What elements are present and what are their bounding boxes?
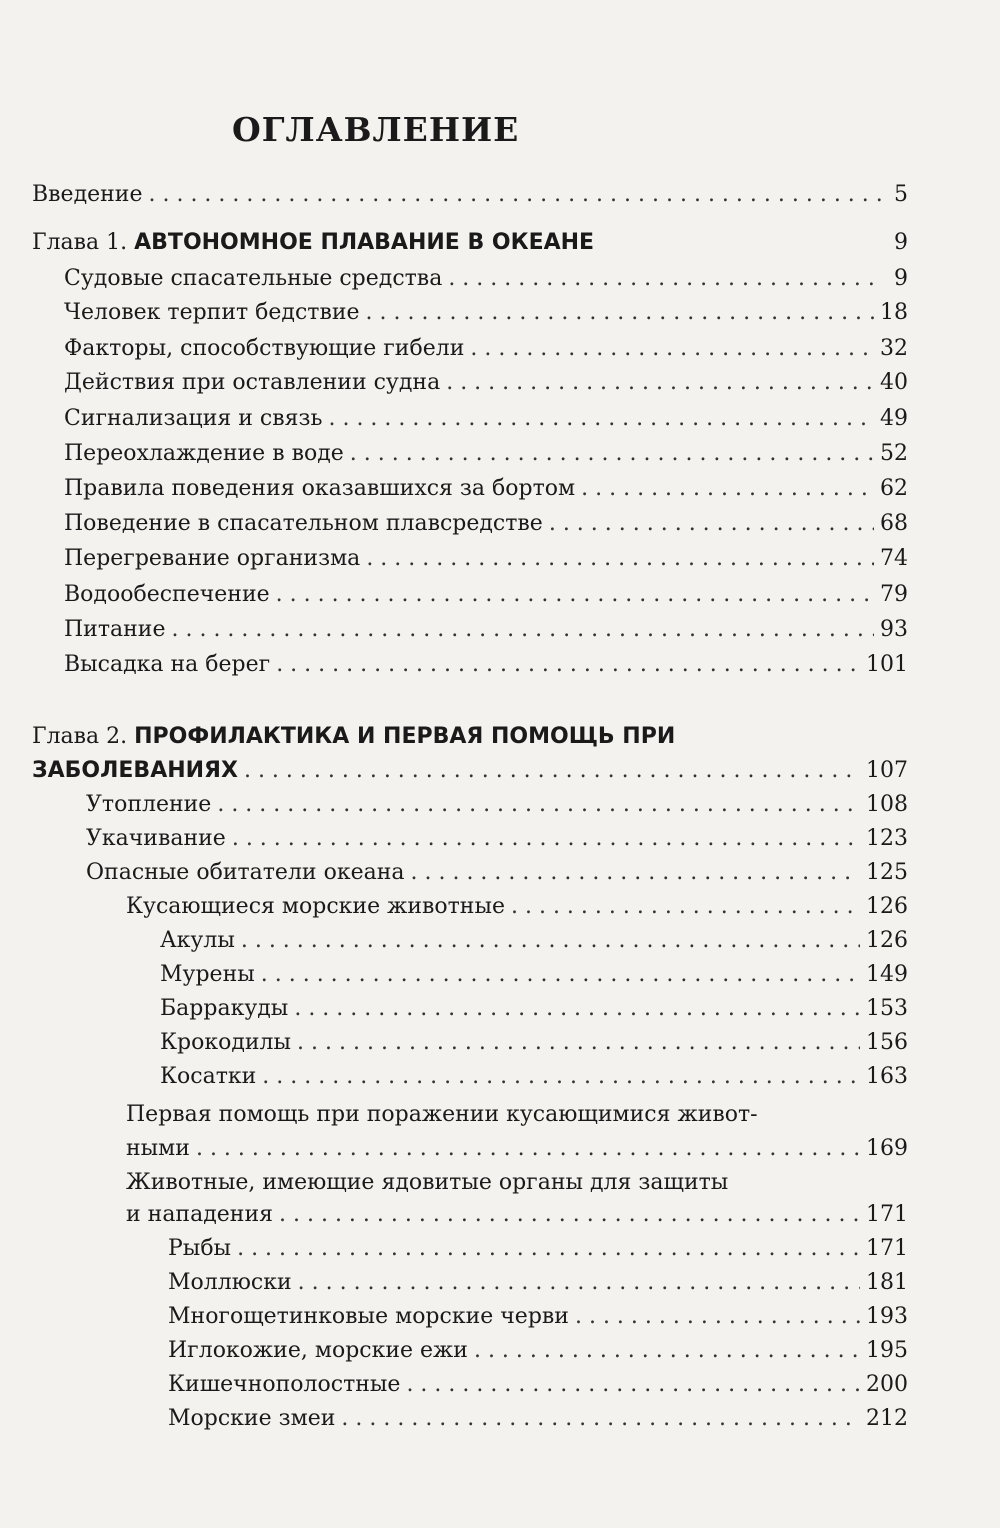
toc-entry-text: Действия при оставлении судна <box>64 370 441 395</box>
toc-page-number: 123 <box>866 826 908 851</box>
toc-page-number: 62 <box>880 476 908 501</box>
toc-entry-text: Утопление <box>86 792 212 817</box>
toc-entry <box>64 580 908 610</box>
toc-page-number: 125 <box>866 860 908 885</box>
toc-page-number: 108 <box>866 792 908 817</box>
toc-page-number: 9 <box>894 230 908 255</box>
toc-page-number: 93 <box>880 617 908 642</box>
toc-page-number: 156 <box>866 1030 908 1055</box>
dot-leader <box>411 858 861 888</box>
toc-entry-text: Поведение в спасательном плавсредстве <box>64 511 543 536</box>
toc-entry <box>86 824 908 854</box>
toc-page-number: 171 <box>866 1236 908 1261</box>
chapter-prefix: Глава 1. <box>32 230 135 255</box>
toc-entry-text: Рыбы <box>168 1236 232 1261</box>
toc-entry <box>168 1336 908 1366</box>
toc-entry-text: и нападения <box>126 1202 273 1227</box>
dot-leader <box>244 756 860 786</box>
dot-leader <box>148 180 882 210</box>
chapter-title-line2: ЗАБОЛЕВАНИЯХ <box>32 758 238 783</box>
toc-entry <box>160 1028 908 1058</box>
toc-entry <box>86 790 908 820</box>
toc-page-number: 193 <box>866 1304 908 1329</box>
toc-entry-text: Переохлаждение в воде <box>64 441 344 466</box>
toc-page-number: 171 <box>866 1202 908 1227</box>
toc-page-number: 153 <box>866 996 908 1021</box>
dot-leader <box>262 1062 860 1092</box>
toc-entry-text: Многощетинковые морские черви <box>168 1304 569 1329</box>
toc-page-number: 40 <box>880 370 908 395</box>
toc-entry-text: Правила поведения оказавшихся за бортом <box>64 476 576 501</box>
toc-entry <box>64 368 908 398</box>
chapter-title: АВТОНОМНОЕ ПЛАВАНИЕ В ОКЕАНЕ <box>134 230 595 255</box>
chapter-2-heading-line1 <box>32 722 675 752</box>
toc-page-number: 126 <box>866 928 908 953</box>
toc-page-number: 5 <box>894 182 908 207</box>
toc-entry <box>64 264 908 294</box>
toc-entry-text: ными <box>126 1136 190 1161</box>
toc-entry <box>168 1268 908 1298</box>
toc-entry-text: Перегревание организма <box>64 546 361 571</box>
dot-leader <box>279 1200 860 1230</box>
chapter-prefix: Глава 2. <box>32 724 135 749</box>
toc-entry-chapter-1 <box>32 228 908 258</box>
toc-entry <box>126 892 908 922</box>
dot-leader <box>196 1134 860 1164</box>
toc-entry-text: Факторы, способствующие гибели <box>64 336 465 361</box>
toc-entry <box>168 1404 908 1434</box>
toc-entry <box>160 1062 908 1092</box>
toc-page-number: 195 <box>866 1338 908 1363</box>
toc-entry-text: Введение <box>32 182 143 207</box>
dot-leader <box>171 615 874 645</box>
toc-page-number: 163 <box>866 1064 908 1089</box>
toc-entry-text: Моллюски <box>168 1270 292 1295</box>
toc-entry <box>168 1370 908 1400</box>
toc-entry-text: Опасные обитатели океана <box>86 860 405 885</box>
toc-entry-text: Морские змеи <box>168 1406 336 1431</box>
toc-page-number: 49 <box>880 406 908 431</box>
dot-leader <box>350 439 874 469</box>
chapter-title: ПРОФИЛАКТИКА И ПЕРВАЯ ПОМОЩЬ ПРИ <box>134 724 676 749</box>
toc-entry <box>64 439 908 469</box>
toc-entry-text: Высадка на берег <box>64 652 271 677</box>
dot-leader <box>366 298 874 328</box>
toc-entry <box>168 1302 908 1332</box>
toc-entry-text: Укачивание <box>86 826 226 851</box>
dot-leader <box>575 1302 860 1332</box>
dot-leader <box>276 580 874 610</box>
dot-leader <box>217 790 860 820</box>
chapter-title-continued <box>32 756 238 786</box>
toc-entry-first-aid-line1: Первая помощь при поражении кусающимися живот- <box>126 1102 758 1127</box>
dot-leader <box>297 1028 860 1058</box>
dot-leader <box>406 1370 860 1400</box>
toc-entry-intro <box>32 180 908 210</box>
dot-leader <box>276 650 860 680</box>
toc-entry <box>64 615 908 645</box>
toc-entry-text: Водообеспечение <box>64 582 270 607</box>
dot-leader <box>470 334 874 364</box>
dot-leader <box>328 404 874 434</box>
toc-page-number: 212 <box>866 1406 908 1431</box>
toc-page-number: 32 <box>880 336 908 361</box>
toc-entry-text: Иглокожие, морские ежи <box>168 1338 468 1363</box>
spacer <box>600 228 882 258</box>
toc-entry <box>64 509 908 539</box>
toc-entry-text: Барракуды <box>160 996 289 1021</box>
page-title: ОГЛАВЛЕНИЕ <box>232 110 520 149</box>
toc-page-number: 52 <box>880 441 908 466</box>
toc-entry-text: Кишечнополостные <box>168 1372 401 1397</box>
toc-entry <box>64 544 908 574</box>
toc-entry-text: Акулы <box>160 928 235 953</box>
dot-leader <box>341 1404 860 1434</box>
toc-page-number: 169 <box>866 1136 908 1161</box>
toc-page-number: 79 <box>880 582 908 607</box>
toc-entry <box>64 298 908 328</box>
dot-leader <box>366 544 874 574</box>
toc-entry <box>86 858 908 888</box>
toc-entry-text: Питание <box>64 617 166 642</box>
toc-page-number: 149 <box>866 962 908 987</box>
dot-leader <box>298 1268 860 1298</box>
dot-leader <box>446 368 874 398</box>
toc-page-number: 101 <box>866 652 908 677</box>
toc-entry <box>64 650 908 680</box>
toc-entry <box>160 926 908 956</box>
toc-entry <box>168 1234 908 1264</box>
toc-entry-chapter-2 <box>32 756 908 786</box>
toc-entry-text: Косатки <box>160 1064 257 1089</box>
toc-entry-text: Человек терпит бедствие <box>64 300 360 325</box>
dot-leader <box>474 1336 860 1366</box>
toc-entry <box>64 334 908 364</box>
toc-page-number: 18 <box>880 300 908 325</box>
dot-leader <box>581 474 874 504</box>
toc-entry-first-aid <box>126 1134 908 1164</box>
dot-leader <box>511 892 860 922</box>
toc-entry-text: Крокодилы <box>160 1030 292 1055</box>
dot-leader <box>237 1234 860 1264</box>
toc-entry-text: Мурены <box>160 962 255 987</box>
toc-page-number: 181 <box>866 1270 908 1295</box>
toc-page-number: 9 <box>894 266 908 291</box>
toc-entry <box>64 474 908 504</box>
dot-leader <box>261 960 860 990</box>
dot-leader <box>448 264 882 294</box>
chapter-heading <box>32 228 594 258</box>
toc-page-number: 107 <box>866 758 908 783</box>
toc-entry <box>160 960 908 990</box>
dot-leader <box>294 994 860 1024</box>
toc-entry-venomous-line1: Животные, имеющие ядовитые органы для защиты <box>126 1170 729 1195</box>
toc-entry-text: Кусающиеся морские животные <box>126 894 505 919</box>
toc-page-number: 200 <box>866 1372 908 1397</box>
dot-leader <box>241 926 860 956</box>
toc-entry <box>64 404 908 434</box>
toc-entry-text: Судовые спасательные средства <box>64 266 443 291</box>
dot-leader <box>232 824 860 854</box>
toc-page-number: 74 <box>880 546 908 571</box>
toc-entry-text: Сигнализация и связь <box>64 406 323 431</box>
toc-entry-venomous <box>126 1200 908 1230</box>
toc-page-number: 68 <box>880 511 908 536</box>
toc-page-number: 126 <box>866 894 908 919</box>
toc-entry <box>160 994 908 1024</box>
dot-leader <box>549 509 874 539</box>
